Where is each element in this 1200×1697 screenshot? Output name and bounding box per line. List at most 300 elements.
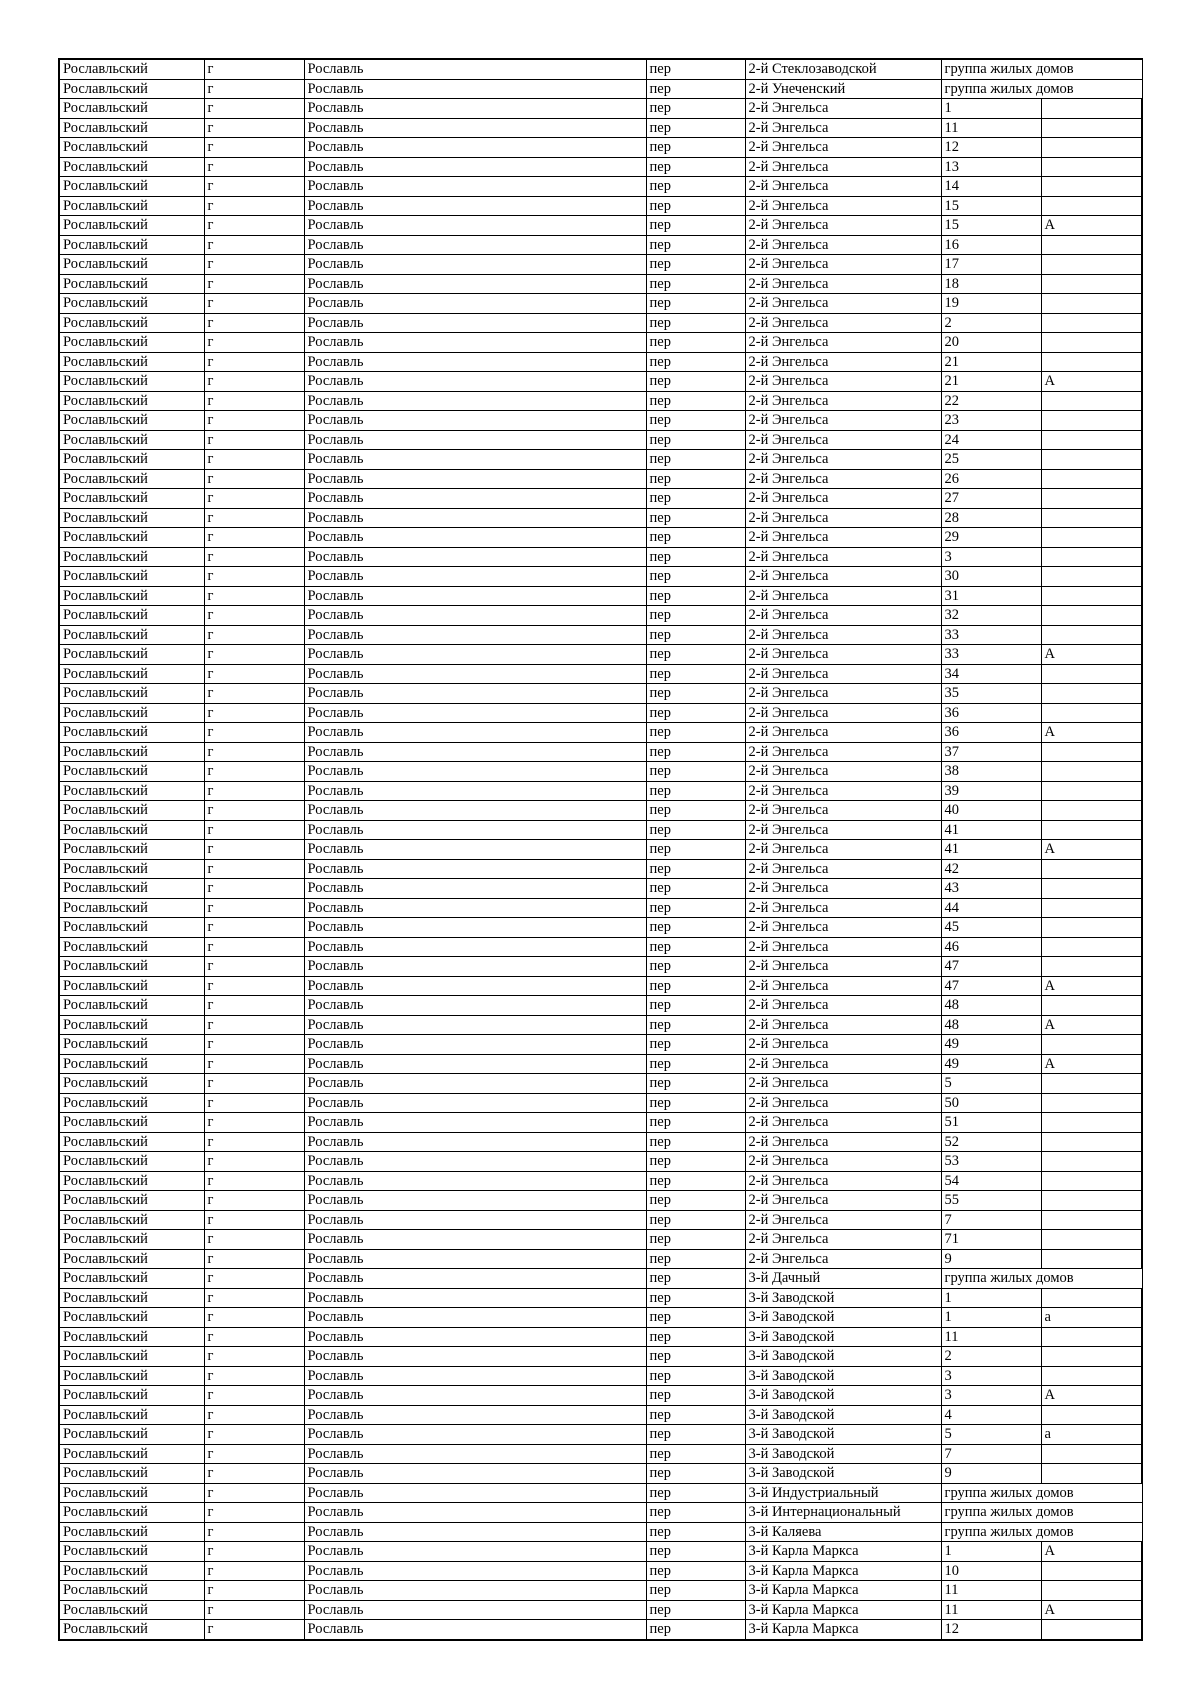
house-number-cell: 17 bbox=[941, 255, 1041, 275]
house-number-cell: 31 bbox=[941, 586, 1041, 606]
house-number-cell: 2 bbox=[941, 313, 1041, 333]
street-type-cell: пер bbox=[646, 625, 745, 645]
settlement-type-cell: г bbox=[204, 840, 304, 860]
house-letter-cell: а bbox=[1041, 1425, 1142, 1445]
settlement-name-cell: Рославль bbox=[304, 879, 646, 899]
house-letter-cell: А bbox=[1041, 372, 1142, 392]
house-number-cell: 50 bbox=[941, 1093, 1041, 1113]
table-row bbox=[59, 586, 1142, 606]
settlement-type-cell: г bbox=[204, 508, 304, 528]
street-type-cell: пер bbox=[646, 918, 745, 938]
house-number-cell: 35 bbox=[941, 684, 1041, 704]
street-name-cell: 3-й Карла Маркса bbox=[745, 1561, 941, 1581]
settlement-name-cell: Рославль bbox=[304, 898, 646, 918]
street-name-cell: 3-й Карла Маркса bbox=[745, 1600, 941, 1620]
table-row bbox=[59, 138, 1142, 158]
house-number-cell: 13 bbox=[941, 157, 1041, 177]
table-row bbox=[59, 489, 1142, 509]
house-number-cell: 34 bbox=[941, 664, 1041, 684]
settlement-type-cell: г bbox=[204, 664, 304, 684]
settlement-type-cell: г bbox=[204, 450, 304, 470]
district-cell: Рославльский bbox=[59, 781, 204, 801]
street-type-cell: пер bbox=[646, 1444, 745, 1464]
table-row bbox=[59, 820, 1142, 840]
district-cell: Рославльский bbox=[59, 1366, 204, 1386]
settlement-name-cell: Рославль bbox=[304, 586, 646, 606]
settlement-name-cell: Рославль bbox=[304, 508, 646, 528]
street-type-cell: пер bbox=[646, 1522, 745, 1542]
district-cell: Рославльский bbox=[59, 918, 204, 938]
street-name-cell: 2-й Энгельса bbox=[745, 430, 941, 450]
street-name-cell: 3-й Карла Маркса bbox=[745, 1581, 941, 1601]
house-letter-cell bbox=[1041, 898, 1142, 918]
district-cell: Рославльский bbox=[59, 1191, 204, 1211]
settlement-type-cell: г bbox=[204, 138, 304, 158]
district-cell: Рославльский bbox=[59, 411, 204, 431]
street-name-cell: 2-й Энгельса bbox=[745, 138, 941, 158]
settlement-name-cell: Рославль bbox=[304, 294, 646, 314]
settlement-type-cell: г bbox=[204, 1542, 304, 1562]
street-type-cell: пер bbox=[646, 1542, 745, 1562]
table-row bbox=[59, 1483, 1142, 1503]
house-letter-cell bbox=[1041, 625, 1142, 645]
house-number-cell: 54 bbox=[941, 1171, 1041, 1191]
street-name-cell: 2-й Энгельса bbox=[745, 820, 941, 840]
street-type-cell: пер bbox=[646, 781, 745, 801]
house-letter-cell bbox=[1041, 781, 1142, 801]
house-number-cell: 26 bbox=[941, 469, 1041, 489]
table-row bbox=[59, 528, 1142, 548]
street-name-cell: 2-й Энгельса bbox=[745, 1171, 941, 1191]
district-cell: Рославльский bbox=[59, 79, 204, 99]
street-name-cell: 2-й Энгельса bbox=[745, 313, 941, 333]
settlement-type-cell: г bbox=[204, 1015, 304, 1035]
street-type-cell: пер bbox=[646, 1347, 745, 1367]
settlement-type-cell: г bbox=[204, 1522, 304, 1542]
house-letter-cell bbox=[1041, 1132, 1142, 1152]
settlement-name-cell: Рославль bbox=[304, 801, 646, 821]
house-number-cell: 11 bbox=[941, 118, 1041, 138]
table-row bbox=[59, 1093, 1142, 1113]
table-row bbox=[59, 1561, 1142, 1581]
table-row bbox=[59, 879, 1142, 899]
table-row bbox=[59, 1249, 1142, 1269]
district-cell: Рославльский bbox=[59, 274, 204, 294]
house-letter-cell bbox=[1041, 1581, 1142, 1601]
table-body bbox=[59, 59, 1142, 1640]
street-name-cell: 2-й Энгельса bbox=[745, 567, 941, 587]
district-cell: Рославльский bbox=[59, 1561, 204, 1581]
street-name-cell: 2-й Энгельса bbox=[745, 1132, 941, 1152]
settlement-name-cell: Рославль bbox=[304, 196, 646, 216]
house-number-cell: 20 bbox=[941, 333, 1041, 353]
table-row bbox=[59, 840, 1142, 860]
house-letter-cell: А bbox=[1041, 216, 1142, 236]
street-name-cell: 3-й Заводской bbox=[745, 1366, 941, 1386]
settlement-name-cell: Рославль bbox=[304, 859, 646, 879]
table-row bbox=[59, 1620, 1142, 1640]
district-cell: Рославльский bbox=[59, 898, 204, 918]
street-name-cell: 2-й Энгельса bbox=[745, 1074, 941, 1094]
street-type-cell: пер bbox=[646, 996, 745, 1016]
district-cell: Рославльский bbox=[59, 157, 204, 177]
district-cell: Рославльский bbox=[59, 1249, 204, 1269]
settlement-name-cell: Рославль bbox=[304, 372, 646, 392]
street-name-cell: 2-й Энгельса bbox=[745, 1191, 941, 1211]
settlement-type-cell: г bbox=[204, 1074, 304, 1094]
house-number-cell: 49 bbox=[941, 1035, 1041, 1055]
settlement-name-cell: Рославль bbox=[304, 411, 646, 431]
street-name-cell: 2-й Энгельса bbox=[745, 196, 941, 216]
house-number-cell: 21 bbox=[941, 372, 1041, 392]
table-row bbox=[59, 859, 1142, 879]
house-letter-cell bbox=[1041, 138, 1142, 158]
settlement-name-cell: Рославль bbox=[304, 547, 646, 567]
settlement-name-cell: Рославль bbox=[304, 333, 646, 353]
house-number-cell: 42 bbox=[941, 859, 1041, 879]
house-letter-cell bbox=[1041, 411, 1142, 431]
street-name-cell: 3-й Заводской bbox=[745, 1308, 941, 1328]
street-name-cell: 2-й Энгельса bbox=[745, 372, 941, 392]
settlement-name-cell: Рославль bbox=[304, 1483, 646, 1503]
settlement-type-cell: г bbox=[204, 1054, 304, 1074]
settlement-name-cell: Рославль bbox=[304, 1522, 646, 1542]
table-row bbox=[59, 1464, 1142, 1484]
table-row bbox=[59, 294, 1142, 314]
street-type-cell: пер bbox=[646, 411, 745, 431]
table-row bbox=[59, 411, 1142, 431]
street-type-cell: пер bbox=[646, 138, 745, 158]
district-cell: Рославльский bbox=[59, 703, 204, 723]
house-number-cell: 41 bbox=[941, 840, 1041, 860]
street-type-cell: пер bbox=[646, 1308, 745, 1328]
house-letter-cell bbox=[1041, 294, 1142, 314]
street-type-cell: пер bbox=[646, 937, 745, 957]
table-row bbox=[59, 1113, 1142, 1133]
house-number-cell: 40 bbox=[941, 801, 1041, 821]
house-letter-cell: А bbox=[1041, 1054, 1142, 1074]
table-row bbox=[59, 645, 1142, 665]
settlement-type-cell: г bbox=[204, 801, 304, 821]
house-letter-cell bbox=[1041, 937, 1142, 957]
street-name-cell: 3-й Заводской bbox=[745, 1464, 941, 1484]
table-row bbox=[59, 1191, 1142, 1211]
table-row bbox=[59, 1581, 1142, 1601]
settlement-name-cell: Рославль bbox=[304, 742, 646, 762]
street-name-cell: 2-й Энгельса bbox=[745, 235, 941, 255]
street-type-cell: пер bbox=[646, 391, 745, 411]
table-row bbox=[59, 664, 1142, 684]
house-number-cell: 2 bbox=[941, 1347, 1041, 1367]
house-number-cell: 3 bbox=[941, 1366, 1041, 1386]
house-letter-cell bbox=[1041, 684, 1142, 704]
settlement-type-cell: г bbox=[204, 1600, 304, 1620]
settlement-type-cell: г bbox=[204, 879, 304, 899]
district-cell: Рославльский bbox=[59, 723, 204, 743]
street-type-cell: пер bbox=[646, 684, 745, 704]
street-name-cell: 2-й Энгельса bbox=[745, 528, 941, 548]
house-number-cell: 30 bbox=[941, 567, 1041, 587]
table-row bbox=[59, 1386, 1142, 1406]
street-name-cell: 3-й Индустриальный bbox=[745, 1483, 941, 1503]
house-number-cell: 14 bbox=[941, 177, 1041, 197]
settlement-type-cell: г bbox=[204, 937, 304, 957]
table-row bbox=[59, 79, 1142, 99]
street-type-cell: пер bbox=[646, 1386, 745, 1406]
table-row bbox=[59, 976, 1142, 996]
house-letter-cell: А bbox=[1041, 840, 1142, 860]
district-cell: Рославльский bbox=[59, 1113, 204, 1133]
district-cell: Рославльский bbox=[59, 645, 204, 665]
settlement-name-cell: Рославль bbox=[304, 684, 646, 704]
settlement-type-cell: г bbox=[204, 1620, 304, 1640]
street-type-cell: пер bbox=[646, 1561, 745, 1581]
house-number-cell: 53 bbox=[941, 1152, 1041, 1172]
settlement-type-cell: г bbox=[204, 469, 304, 489]
house-letter-cell bbox=[1041, 391, 1142, 411]
street-type-cell: пер bbox=[646, 1483, 745, 1503]
house-letter-cell bbox=[1041, 586, 1142, 606]
district-cell: Рославльский bbox=[59, 118, 204, 138]
house-number-cell: 47 bbox=[941, 957, 1041, 977]
street-name-cell: 2-й Энгельса bbox=[745, 411, 941, 431]
settlement-name-cell: Рославль bbox=[304, 391, 646, 411]
settlement-type-cell: г bbox=[204, 1386, 304, 1406]
settlement-name-cell: Рославль bbox=[304, 820, 646, 840]
settlement-name-cell: Рославль bbox=[304, 1191, 646, 1211]
house-letter-cell bbox=[1041, 1230, 1142, 1250]
street-type-cell: пер bbox=[646, 1249, 745, 1269]
house-letter-cell bbox=[1041, 489, 1142, 509]
street-type-cell: пер bbox=[646, 606, 745, 626]
district-cell: Рославльский bbox=[59, 762, 204, 782]
house-number-cell: 11 bbox=[941, 1581, 1041, 1601]
settlement-type-cell: г bbox=[204, 313, 304, 333]
settlement-name-cell: Рославль bbox=[304, 1288, 646, 1308]
house-number-cell: 55 bbox=[941, 1191, 1041, 1211]
street-name-cell: 3-й Заводской bbox=[745, 1327, 941, 1347]
street-name-cell: 2-й Энгельса bbox=[745, 1152, 941, 1172]
table-row bbox=[59, 1542, 1142, 1562]
table-row bbox=[59, 1269, 1142, 1289]
settlement-type-cell: г bbox=[204, 1249, 304, 1269]
settlement-name-cell: Рославль bbox=[304, 1015, 646, 1035]
settlement-name-cell: Рославль bbox=[304, 177, 646, 197]
street-type-cell: пер bbox=[646, 79, 745, 99]
table-row bbox=[59, 235, 1142, 255]
house-number-cell: 12 bbox=[941, 1620, 1041, 1640]
street-type-cell: пер bbox=[646, 99, 745, 119]
street-name-cell: 2-й Энгельса bbox=[745, 1113, 941, 1133]
district-cell: Рославльский bbox=[59, 1015, 204, 1035]
street-type-cell: пер bbox=[646, 1035, 745, 1055]
house-number-cell: 24 bbox=[941, 430, 1041, 450]
house-letter-cell bbox=[1041, 1561, 1142, 1581]
district-cell: Рославльский bbox=[59, 1581, 204, 1601]
street-type-cell: пер bbox=[646, 430, 745, 450]
house-number-cell: 48 bbox=[941, 996, 1041, 1016]
district-cell: Рославльский bbox=[59, 1327, 204, 1347]
street-type-cell: пер bbox=[646, 664, 745, 684]
street-name-cell: 2-й Энгельса bbox=[745, 352, 941, 372]
table-row bbox=[59, 567, 1142, 587]
street-name-cell: 2-й Энгельса bbox=[745, 723, 941, 743]
house-letter-cell: А bbox=[1041, 723, 1142, 743]
street-type-cell: пер bbox=[646, 1210, 745, 1230]
table-row bbox=[59, 625, 1142, 645]
street-type-cell: пер bbox=[646, 567, 745, 587]
settlement-name-cell: Рославль bbox=[304, 1230, 646, 1250]
table-row bbox=[59, 469, 1142, 489]
district-cell: Рославльский bbox=[59, 313, 204, 333]
street-type-cell: пер bbox=[646, 723, 745, 743]
street-type-cell: пер bbox=[646, 469, 745, 489]
settlement-type-cell: г bbox=[204, 996, 304, 1016]
settlement-name-cell: Рославль bbox=[304, 1210, 646, 1230]
table-row bbox=[59, 99, 1142, 119]
house-number-cell: 71 bbox=[941, 1230, 1041, 1250]
district-cell: Рославльский bbox=[59, 59, 204, 79]
settlement-type-cell: г bbox=[204, 976, 304, 996]
street-name-cell: 2-й Энгельса bbox=[745, 1230, 941, 1250]
street-type-cell: пер bbox=[646, 1074, 745, 1094]
district-cell: Рославльский bbox=[59, 255, 204, 275]
settlement-type-cell: г bbox=[204, 957, 304, 977]
house-number-cell: 38 bbox=[941, 762, 1041, 782]
settlement-name-cell: Рославль bbox=[304, 1503, 646, 1523]
house-number-cell: 3 bbox=[941, 1386, 1041, 1406]
settlement-name-cell: Рославль bbox=[304, 996, 646, 1016]
settlement-name-cell: Рославль bbox=[304, 840, 646, 860]
street-type-cell: пер bbox=[646, 118, 745, 138]
settlement-type-cell: г bbox=[204, 742, 304, 762]
settlement-type-cell: г bbox=[204, 196, 304, 216]
house-letter-cell bbox=[1041, 1464, 1142, 1484]
street-type-cell: пер bbox=[646, 294, 745, 314]
settlement-name-cell: Рославль bbox=[304, 976, 646, 996]
house-letter-cell bbox=[1041, 567, 1142, 587]
house-number-cell: 46 bbox=[941, 937, 1041, 957]
settlement-name-cell: Рославль bbox=[304, 1366, 646, 1386]
settlement-type-cell: г bbox=[204, 586, 304, 606]
street-name-cell: 2-й Энгельса bbox=[745, 898, 941, 918]
settlement-name-cell: Рославль bbox=[304, 1600, 646, 1620]
settlement-type-cell: г bbox=[204, 274, 304, 294]
settlement-type-cell: г bbox=[204, 1464, 304, 1484]
address-table bbox=[58, 58, 1143, 1641]
street-type-cell: пер bbox=[646, 1152, 745, 1172]
street-type-cell: пер bbox=[646, 645, 745, 665]
house-letter-cell bbox=[1041, 742, 1142, 762]
street-name-cell: 2-й Энгельса bbox=[745, 547, 941, 567]
district-cell: Рославльский bbox=[59, 352, 204, 372]
street-type-cell: пер bbox=[646, 859, 745, 879]
street-name-cell: 2-й Энгельса bbox=[745, 118, 941, 138]
table-row bbox=[59, 1503, 1142, 1523]
district-cell: Рославльский bbox=[59, 1093, 204, 1113]
settlement-name-cell: Рославль bbox=[304, 1132, 646, 1152]
settlement-name-cell: Рославль bbox=[304, 567, 646, 587]
settlement-type-cell: г bbox=[204, 489, 304, 509]
house-letter-cell bbox=[1041, 99, 1142, 119]
house-number-cell: 51 bbox=[941, 1113, 1041, 1133]
district-cell: Рославльский bbox=[59, 1600, 204, 1620]
settlement-name-cell: Рославль bbox=[304, 1269, 646, 1289]
settlement-name-cell: Рославль bbox=[304, 918, 646, 938]
street-name-cell: 2-й Энгельса bbox=[745, 1035, 941, 1055]
house-number-cell: 49 bbox=[941, 1054, 1041, 1074]
street-type-cell: пер bbox=[646, 274, 745, 294]
district-cell: Рославльский bbox=[59, 1347, 204, 1367]
district-cell: Рославльский bbox=[59, 859, 204, 879]
district-cell: Рославльский bbox=[59, 235, 204, 255]
house-letter-cell bbox=[1041, 1113, 1142, 1133]
settlement-name-cell: Рославль bbox=[304, 1093, 646, 1113]
settlement-name-cell: Рославль bbox=[304, 1386, 646, 1406]
house-letter-cell bbox=[1041, 957, 1142, 977]
settlement-name-cell: Рославль bbox=[304, 430, 646, 450]
street-name-cell: 2-й Энгельса bbox=[745, 957, 941, 977]
house-letter-cell bbox=[1041, 508, 1142, 528]
settlement-name-cell: Рославль bbox=[304, 1327, 646, 1347]
settlement-name-cell: Рославль bbox=[304, 1425, 646, 1445]
street-type-cell: пер bbox=[646, 157, 745, 177]
house-letter-cell bbox=[1041, 528, 1142, 548]
street-name-cell: 2-й Энгельса bbox=[745, 508, 941, 528]
house-letter-cell bbox=[1041, 703, 1142, 723]
street-type-cell: пер bbox=[646, 196, 745, 216]
table-row bbox=[59, 157, 1142, 177]
table-row bbox=[59, 723, 1142, 743]
street-type-cell: пер bbox=[646, 547, 745, 567]
table-row bbox=[59, 1522, 1142, 1542]
settlement-type-cell: г bbox=[204, 1483, 304, 1503]
settlement-type-cell: г bbox=[204, 391, 304, 411]
house-number-cell: 15 bbox=[941, 196, 1041, 216]
district-cell: Рославльский bbox=[59, 1405, 204, 1425]
street-type-cell: пер bbox=[646, 177, 745, 197]
table-row bbox=[59, 1132, 1142, 1152]
street-name-cell: 3-й Заводской bbox=[745, 1425, 941, 1445]
district-cell: Рославльский bbox=[59, 957, 204, 977]
district-cell: Рославльский bbox=[59, 1230, 204, 1250]
settlement-name-cell: Рославль bbox=[304, 1074, 646, 1094]
house-number-cell: 32 bbox=[941, 606, 1041, 626]
house-number-cell: 5 bbox=[941, 1074, 1041, 1094]
street-name-cell: 2-й Энгельса bbox=[745, 879, 941, 899]
settlement-name-cell: Рославль bbox=[304, 469, 646, 489]
street-type-cell: пер bbox=[646, 372, 745, 392]
street-type-cell: пер bbox=[646, 1600, 745, 1620]
table-row bbox=[59, 898, 1142, 918]
settlement-name-cell: Рославль bbox=[304, 1444, 646, 1464]
house-number-cell: 36 bbox=[941, 703, 1041, 723]
street-name-cell: 2-й Энгельса bbox=[745, 1093, 941, 1113]
table-row bbox=[59, 1210, 1142, 1230]
house-letter-cell bbox=[1041, 352, 1142, 372]
street-name-cell: 2-й Энгельса bbox=[745, 1249, 941, 1269]
district-cell: Рославльский bbox=[59, 820, 204, 840]
district-cell: Рославльский bbox=[59, 391, 204, 411]
house-number-cell: 29 bbox=[941, 528, 1041, 548]
house-letter-cell bbox=[1041, 918, 1142, 938]
district-cell: Рославльский bbox=[59, 879, 204, 899]
settlement-type-cell: г bbox=[204, 352, 304, 372]
district-cell: Рославльский bbox=[59, 1171, 204, 1191]
settlement-type-cell: г bbox=[204, 1035, 304, 1055]
street-name-cell: 2-й Энгельса bbox=[745, 742, 941, 762]
house-letter-cell bbox=[1041, 196, 1142, 216]
